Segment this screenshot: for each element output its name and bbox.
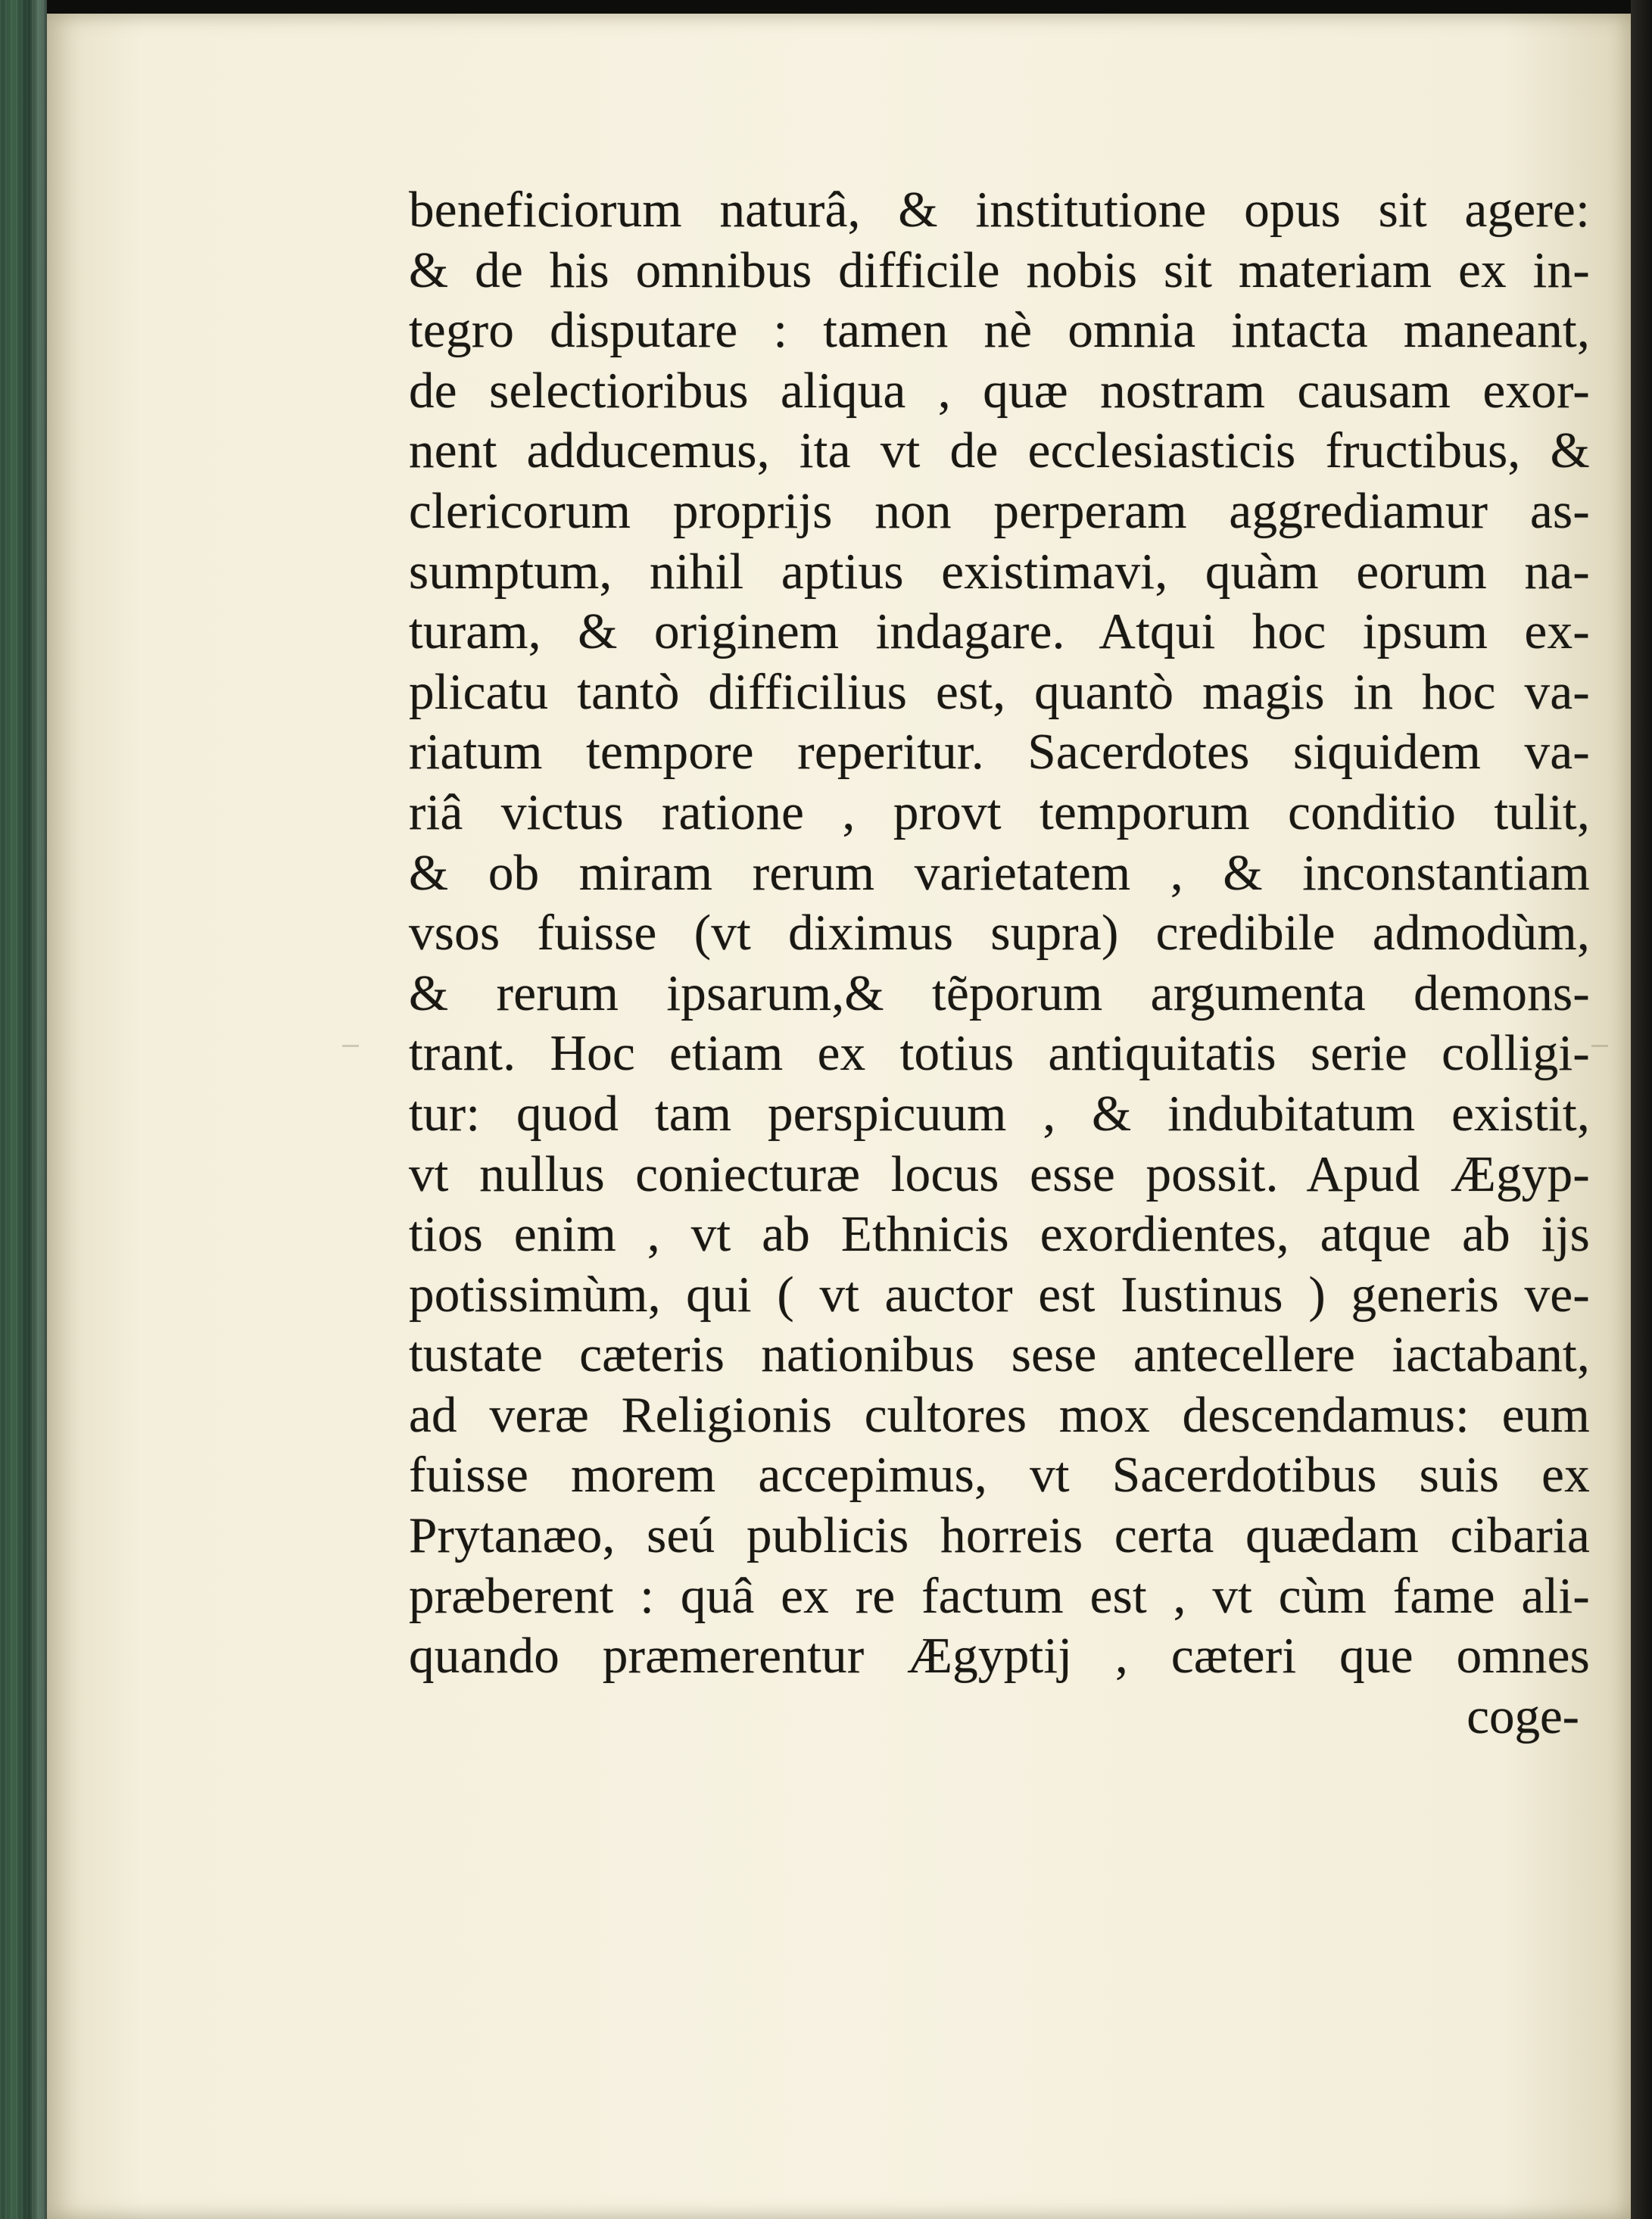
text-line: ad veræ Religionis cultores mox descendamus: eum <box>409 1386 1590 1443</box>
text-line: beneficiorum naturâ, & institutione opus sit agere: <box>409 182 1590 238</box>
book-binding-edge <box>0 0 47 2219</box>
page-shadow-edge <box>1631 0 1652 2219</box>
text-line: plicatu tantò difficilius est, quantò magis in hoc va- <box>409 663 1590 720</box>
text-line: tur: quod tam perspicuum , & indubitatum existit, <box>409 1085 1590 1142</box>
text-line: sumptum, nihil aptius existimavi, quàm eorum na- <box>409 543 1590 600</box>
catchword: coge- <box>1467 1688 1579 1744</box>
text-line: & ob miram rerum varietatem , & inconstantiam <box>409 844 1590 901</box>
text-line: de selectioribus aliqua , quæ nostram causam exor- <box>409 362 1590 419</box>
text-line: & rerum ipsarum,& tẽporum argumenta demons- <box>409 965 1590 1021</box>
text-line: quando præmerentur Ægyptij , cæteri que omnes <box>409 1628 1590 1685</box>
text-line: potissimùm, qui ( vt auctor est Iustinus ) generis ve- <box>409 1266 1590 1323</box>
text-line: turam, & originem indagare. Atqui hoc ipsum ex- <box>409 603 1590 660</box>
text-line: tustate cæteris nationibus sese antecellere iactabant, <box>409 1326 1590 1383</box>
text-line: Prytanæo, seú publicis horreis certa quædam cibaria <box>409 1507 1590 1564</box>
margin-mark <box>342 1045 359 1047</box>
text-line: tios enim , vt ab Ethnicis exordientes, atque ab ijs <box>409 1206 1590 1263</box>
text-line: fuisse morem accepimus, vt Sacerdotibus suis ex <box>409 1447 1590 1504</box>
text-line: vt nullus coniecturæ locus esse possit. Apud Ægyp- <box>409 1145 1590 1202</box>
text-line: riatum tempore reperitur. Sacerdotes siquidem va- <box>409 724 1590 781</box>
text-line: trant. Hoc etiam ex totius antiquitatis serie colligi- <box>409 1025 1590 1082</box>
text-line: nent adducemus, ita vt de ecclesiasticis fructibus, & <box>409 422 1590 479</box>
margin-mark <box>1591 1045 1608 1047</box>
text-line: riâ victus ratione , provt temporum conditio tulit, <box>409 784 1590 840</box>
text-line: præberent : quâ ex re factum est , vt cùm fame ali- <box>409 1567 1590 1624</box>
text-line: tegro disputare : tamen nè omnia intacta maneant, <box>409 302 1590 359</box>
text-block <box>409 180 1590 1747</box>
text-line: clericorum proprijs non perperam aggrediamur as- <box>409 482 1590 539</box>
text-line: & de his omnibus difficile nobis sit materiam ex in- <box>409 242 1590 298</box>
text-line: vsos fuisse (vt diximus supra) credibile admodùm, <box>409 905 1590 961</box>
